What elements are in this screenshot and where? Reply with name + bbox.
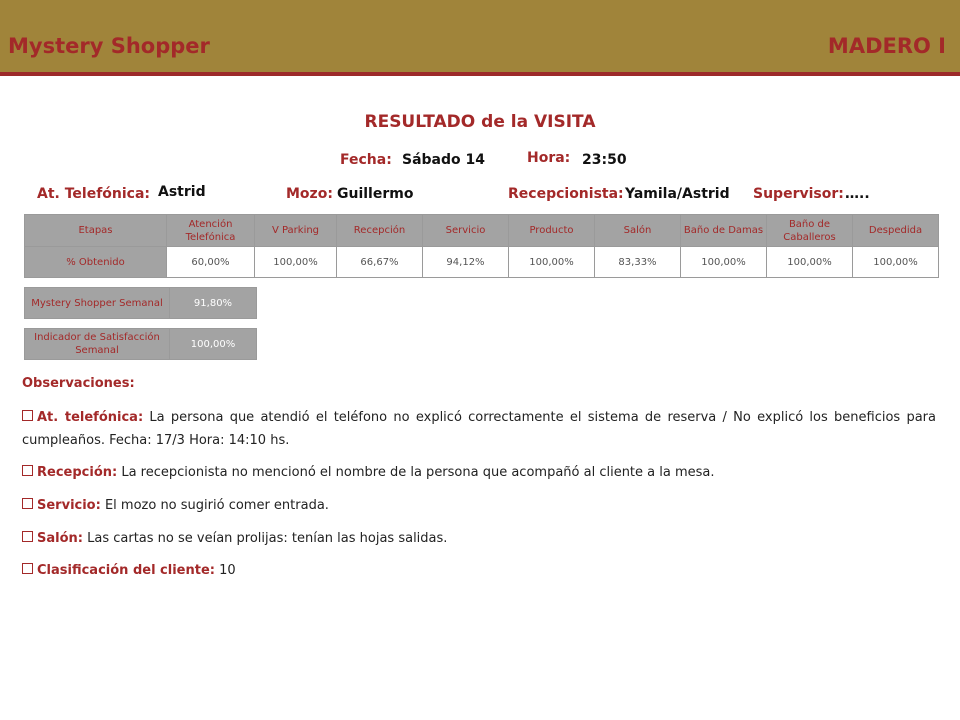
observation-label: At. telefónica: [37,410,144,425]
percent-cell: 100,00% [681,247,767,278]
percent-cell: 100,00% [767,247,853,278]
recepcionista-value: Yamila/Astrid [625,186,730,202]
hora-label: Hora: [527,150,571,166]
stage-header: Baño de Caballeros [767,215,853,247]
hora-value: 23:50 [582,152,627,168]
supervisor-value: ….. [845,186,870,202]
percent-row-label: % Obtenido [25,247,167,278]
mozo-value: Guillermo [337,186,414,202]
percent-cell: 83,33% [595,247,681,278]
stage-header: V Parking [255,215,337,247]
telefonica-value: Astrid [158,184,206,200]
stage-header: Recepción [337,215,423,247]
supervisor-label: Supervisor: [753,186,844,202]
recepcionista-label: Recepcionista: [508,186,624,202]
percent-row [25,247,939,278]
checkbox-bullet-icon [22,563,33,574]
satisfaction-table [24,328,257,360]
weekly-score-label: Mystery Shopper Semanal [25,288,170,319]
header-divider [0,72,960,76]
percent-cell: 60,00% [167,247,255,278]
stage-header: Baño de Damas [681,215,767,247]
weekly-score-table [24,287,257,319]
checkbox-bullet-icon [22,498,33,509]
observation-text: Las cartas no se veían prolijas: tenían las hojas salidas. [82,531,448,546]
observation-text: El mozo no sugirió comer entrada. [100,498,329,513]
percent-cell: 94,12% [423,247,509,278]
stages-row-header: Etapas [25,215,167,247]
page-heading: RESULTADO de la VISITA [364,112,596,132]
app-title: Mystery Shopper [8,34,210,58]
telefonica-label: At. Telefónica: [37,186,151,202]
mozo-label: Mozo: [286,186,333,202]
satisfaction-value: 100,00% [170,329,257,360]
checkbox-bullet-icon [22,465,33,476]
observation-text: La persona que atendió el teléfono no explicó correctamente el sistema de reserva / No explicó los beneficios para cumpleaños. Fecha: 17/3 Hora: 14:10 hs. [22,410,936,448]
percent-cell: 100,00% [853,247,939,278]
observation-item [22,461,936,484]
percent-cell: 66,67% [337,247,423,278]
percent-cell: 100,00% [509,247,595,278]
fecha-value: Sábado 14 [402,152,485,168]
stage-header: Atención Telefónica [167,215,255,247]
observation-text: La recepcionista no mencionó el nombre de la persona que acompañó al cliente a la mesa. [117,465,715,480]
checkbox-bullet-icon [22,410,33,421]
observation-item [22,559,936,582]
observation-label: Servicio: [37,498,101,513]
observation-label: Clasificación del cliente: [37,563,215,578]
stage-header: Servicio [423,215,509,247]
observation-label: Salón: [37,531,83,546]
stage-header: Salón [595,215,681,247]
percent-cell: 100,00% [255,247,337,278]
observation-label: Recepción: [37,465,118,480]
observations-title: Observaciones: [22,376,135,391]
results-table [24,214,939,278]
fecha-label: Fecha: [340,152,392,168]
stages-header-row [25,215,939,247]
observation-item [22,527,936,550]
weekly-score-value: 91,80% [170,288,257,319]
checkbox-bullet-icon [22,531,33,542]
satisfaction-label: Indicador de Satisfacción Semanal [25,329,170,360]
observation-item [22,494,936,517]
observation-item [22,406,936,452]
observation-text: 10 [214,563,236,578]
stage-header: Despedida [853,215,939,247]
stage-header: Producto [509,215,595,247]
location-title: MADERO I [827,34,946,58]
